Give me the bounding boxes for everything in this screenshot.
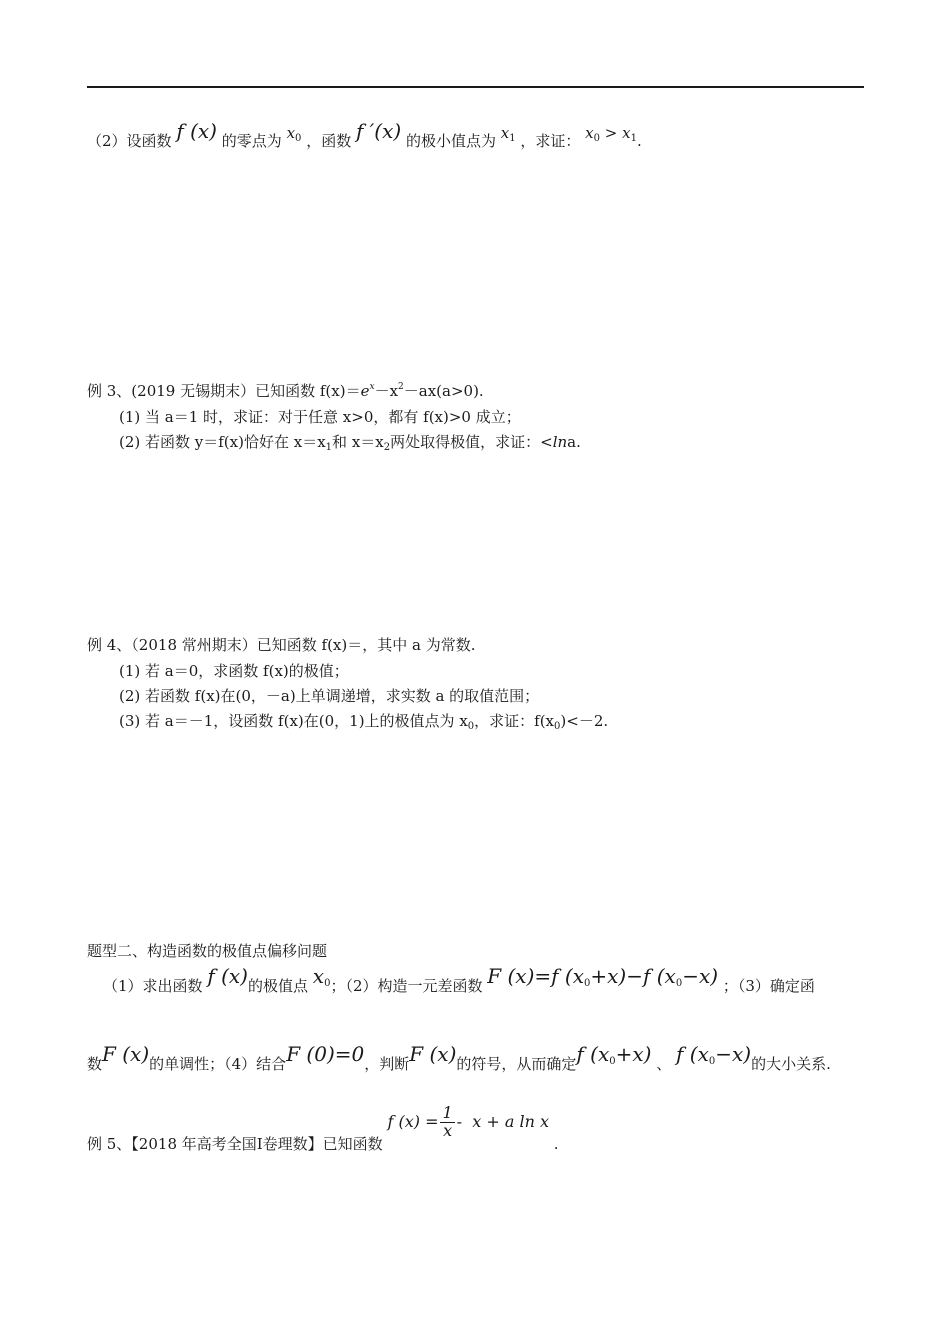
part2-end: . [636,132,642,150]
formula-ex5: f (x) = $\frac{1}{x}$ - x + a ln x [387,1103,550,1140]
formula-F-x: F (x) [102,1042,150,1066]
part2-text: 的零点为 [221,132,282,150]
type2-s4: 数 [87,1055,103,1073]
ex4-q3-c: )<－2. [560,712,609,730]
header-rule [87,86,864,88]
ex4-q3 [119,712,608,733]
ex3-q2-a: (2) 若函数 y＝f(x)恰好在 x＝x [119,433,326,451]
part2-text: ，求证： [520,132,581,150]
formula-F-def: F (x)=f $(x_0+x)-f$ $(x_0-x)$ [487,964,719,989]
formula-x0: $x_0$ [312,964,331,989]
formula-x1: $x_1$ [500,124,516,144]
exponent-2: 2 [398,382,404,392]
type2-step-line1 [103,964,815,998]
formula-x0-gt-x1: $x_0 > x_1$ [585,124,637,144]
formula-x0: $x_0$ [286,124,302,144]
formula-f-x: f (x) [176,119,217,143]
formula-F-x: F (x) [409,1042,457,1066]
ex3-head-a: 例 3、(2019 无锡期末）已知函数 f(x)＝ [87,382,361,400]
subscript-1: 1 [325,442,333,453]
formula-f-x0-minus-x: f $(x_0-x)$ [676,1042,752,1067]
type2-s1b: 的极值点 [247,977,308,995]
ex5-head [87,1103,559,1153]
ex3-head-b: －x [374,382,399,400]
type2-s2: ；（2）构造一元差函数 [330,977,483,995]
part2-text: ，函数 [306,132,352,150]
subscript-0: 0 [554,721,561,732]
formula-F0: F (0)=0 [286,1042,365,1066]
ex3-q2 [119,433,581,454]
ex3-head-c: －ax(a>0). [403,382,484,400]
ex4-q2: (2) 若函数 f(x)在(0，－a)上单调递增，求实数 a 的取值范围； [119,687,540,705]
type2-s4f: 的大小关系. [751,1055,831,1073]
type2-s4d: 的符号，从而确定 [456,1055,577,1073]
ex3-q2-b: 和 x＝x [332,433,384,451]
ex3-q2-c: 两处取得极值，求证：< [390,433,553,451]
fraction-1-over-x: $\frac{1}{x}$ [442,1103,453,1140]
ex4-q1: (1) 若 a＝0，求函数 f(x)的极值； [119,662,349,680]
formula-ln: ln [552,433,568,451]
ex3-q2-d: a. [567,433,581,451]
type2-s4c: ，判断 [364,1055,410,1073]
formula-e-x: $e^x$ [360,382,375,400]
ex3-q1: (1) 当 a＝1 时，求证：对于任意 x>0，都有 f(x)>0 成立； [119,408,521,426]
part2-text: 的极小值点为 [405,132,496,150]
type2-s4e: 、 [656,1055,672,1073]
ex4-head: 例 4、（2018 常州期末）已知函数 f(x)＝，其中 a 为常数. [87,636,476,654]
ex4-q3-a: (3) 若 a＝－1，设函数 f(x)在(0，1)上的极值点为 x [119,712,468,730]
type2-s3: ；（3）确定函 [722,977,815,995]
ex4-q3-b: ，求证：f(x [474,712,555,730]
type2-s4b: 的单调性；（4）结合 [149,1055,287,1073]
ex3-head [87,382,484,400]
formula-f-x0-plus-x: f $(x_0+x)$ [576,1042,652,1067]
part2-line [87,119,642,153]
ex5-head-text: 例 5、【2018 年高考全国Ⅰ卷理数】已知函数 [87,1134,383,1153]
formula-f-x: f (x) [207,964,248,988]
ex5-end: . [553,1134,559,1153]
part2-lead: （2）设函数 [87,132,172,150]
formula-f-prime-x: f ′(x) [355,119,402,143]
type2-step-line2 [87,1042,831,1076]
type2-s1: （1）求出函数 [103,977,203,995]
subscript-0: 0 [467,721,475,732]
subscript-2: 2 [383,442,391,453]
type2-title: 题型二、构造函数的极值点偏移问题 [87,942,328,960]
